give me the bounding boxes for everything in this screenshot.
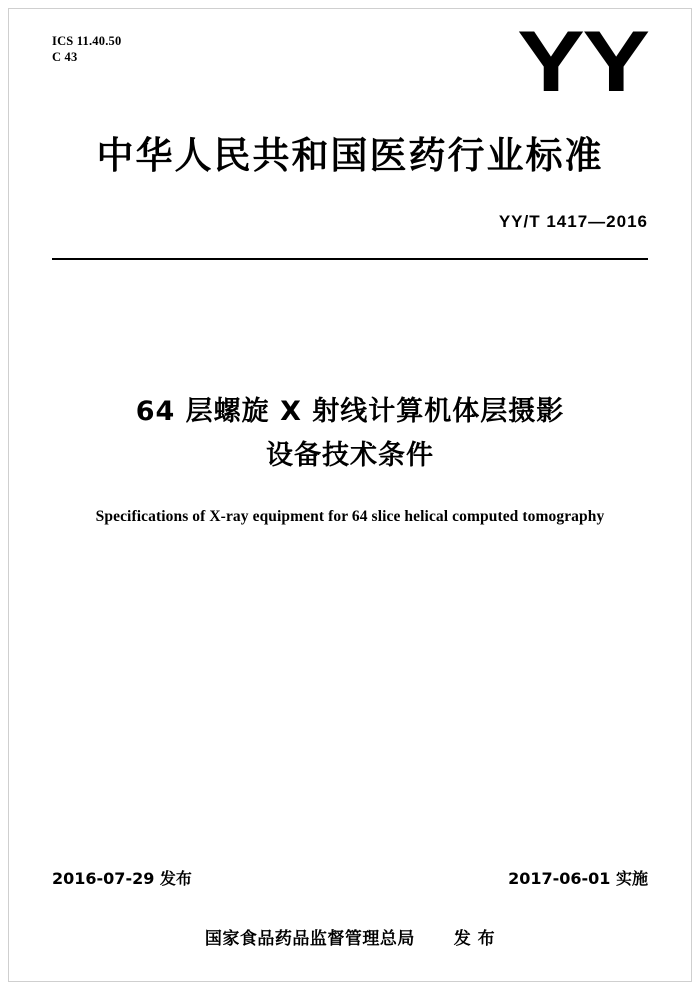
issuer-action: 发 布: [453, 929, 496, 949]
date-row: [52, 866, 648, 889]
issuer-row: [52, 924, 648, 949]
ccs-code: C 43: [52, 49, 78, 64]
document-title-en: Specifications of X-ray equipment for 64 slice helical computed tomography: [95, 508, 605, 525]
issue-date: 2016-07-29 发布: [52, 869, 192, 888]
ics-classification-block: [52, 34, 121, 65]
document-title-cn: [52, 390, 648, 477]
header-divider: [52, 258, 648, 260]
document-title-cn-line1: 64 层螺旋 X 射线计算机体层摄影: [135, 396, 565, 427]
cover-content: [52, 0, 648, 990]
standard-series-title: 中华人民共和国医药行业标准: [96, 134, 604, 177]
issuer-name: 国家食品药品监督管理总局: [204, 929, 415, 949]
ics-code: ICS 11.40.50: [52, 34, 122, 48]
yy-logo: YY: [517, 14, 648, 110]
standard-number: YY/T 1417—2016: [498, 212, 648, 231]
implementation-date: 2017-06-01 实施: [508, 869, 648, 888]
document-title-cn-line2: 设备技术条件: [266, 439, 434, 471]
